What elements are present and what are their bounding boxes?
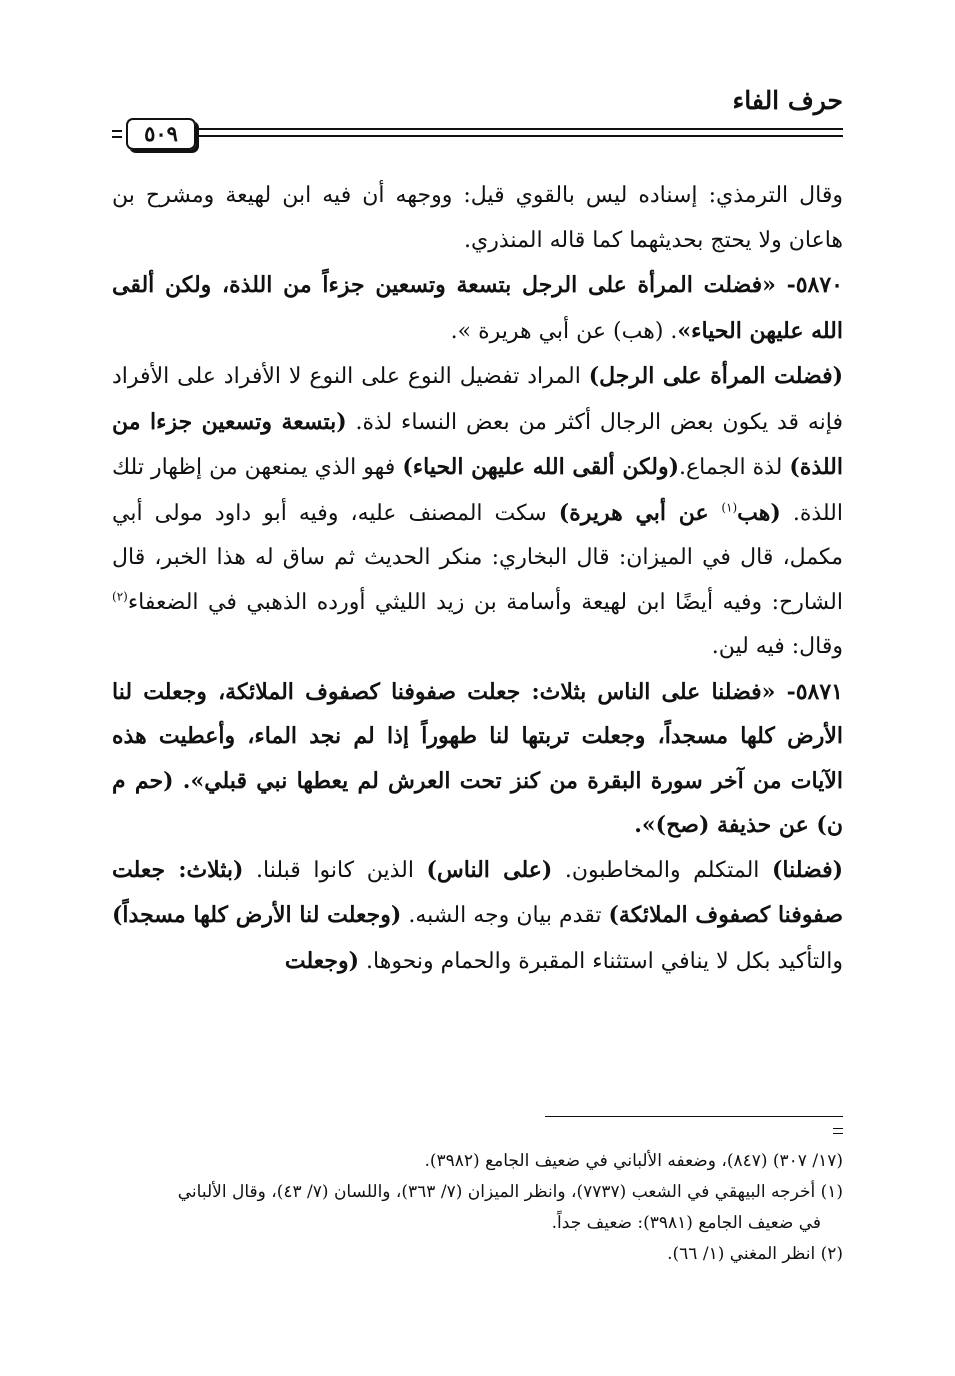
commentary-text: فهو الذي يمنعهن من إظهار تلك اللذة. [112, 455, 843, 526]
commentary-text: المتكلم والمخاطبون. [552, 857, 772, 883]
footnote-separator [545, 1116, 843, 1117]
commentary-text: والتأكيد بكل لا ينافي استثناء المقبرة والحمام ونحوها. [359, 948, 843, 974]
commentary-phrase: (فضلنا) [771, 856, 844, 883]
hadith-5870-text: ٥٨٧٠- «فضلت المرأة على الرجل بتسعة وتسعين جزءاً من اللذة، ولكن ألقى الله عليهن الحياء» [112, 272, 843, 344]
commentary-5870 [112, 354, 843, 670]
commentary-text: لذة الجماع. [679, 455, 790, 480]
paragraph-tirmidhi: وقال الترمذي: إسناده ليس بالقوي قيل: ووجهه أن فيه ابن لهيعة ومشرح بن هاعان ولا يحتج بحديثهما كما قاله المنذري. [112, 183, 843, 253]
commentary-phrase: (هب [737, 499, 781, 526]
commentary-phrase: (بثلاث: جعلت صفوفنا كصفوف الملائكة) [112, 856, 843, 928]
commentary-phrase: (ولكن ألقى الله عليهن الحياء) [402, 454, 679, 480]
footnote-2: (٢) انظر المغني (١/ ٦٦). [667, 1244, 843, 1264]
commentary-phrase: (وجعلت لنا الأرض كلها مسجداً) [112, 902, 402, 928]
commentary-text: تقدم بيان وجه الشبه. [401, 903, 609, 928]
footnote-continuation-mark [833, 1128, 843, 1134]
header-rule-mark [112, 130, 122, 138]
header-double-line [198, 128, 843, 137]
footnote-marker: (٢) [112, 589, 128, 604]
footnote-continuation: (١٧/ ٣٠٧) (٨٤٧)، وضعفه الألباني في ضعيف الجامع (٣٩٨٢). [424, 1151, 843, 1171]
commentary-phrase: (وجعلت [284, 947, 360, 974]
commentary-phrase: (على الناس) [426, 856, 553, 883]
commentary-phrase: (فضلت المرأة على الرجل) [588, 363, 843, 389]
hadith-5870 [112, 263, 843, 354]
commentary-phrase: عن أبي هريرة) [558, 499, 722, 526]
commentary-phrase: (بتسعة وتسعين جزءا من اللذة) [112, 408, 843, 480]
header-rule [112, 118, 843, 148]
commentary-text: الذين كانوا قبلنا. [243, 857, 427, 883]
hadith-5870-reference: . (هب) عن أبي هريرة ». [450, 318, 678, 344]
footnote-1: (١) أخرجه البيهقي في الشعب (٧٧٣٧)، وانظر الميزان (٧/ ٣٦٣)، واللسان (٧/ ٤٣)، وقال الألباني [177, 1182, 843, 1202]
commentary-text: سكت المصنف عليه، وفيه أبو داود مولى أبي مكمل، قال في الميزان: قال البخاري: منكر الحديث ثم ساق له هذا الخبر، قال الشارح: وفيه أيضًا ابن لهيعة وأسامة بن زيد الليثي أورده الذهبي في الضعفاء [112, 500, 843, 615]
footnote-1-continued: في ضعيف الجامع (٣٩٨١): ضعيف جداً. [551, 1213, 821, 1233]
page-number: ٥٠٩ [126, 118, 196, 150]
commentary-text: وقال: فيه لين. [711, 634, 843, 659]
body-text [112, 174, 843, 984]
hadith-5871: ٥٨٧١- «فضلنا على الناس بثلاث: جعلت صفوفنا كصفوف الملائكة، وجعلت لنا الأرض كلها مسجداً، وجعلت تربتها لنا طهوراً إذا لم نجد الماء، وأعطيت هذه الآيات من آخر سورة البقرة من كنز تحت العرش لم يعطها نبي قبلي». (حم م ن) عن حذيفة (صح)». [112, 678, 843, 838]
commentary-text: المراد تفضيل النوع على النوع لا الأفراد على الأفراد فإنه قد يكون بعض الرجال أكثر من بعض النساء لذة. [112, 364, 844, 435]
footnotes [112, 1146, 843, 1270]
running-title: حرف الفاء [732, 86, 843, 115]
commentary-5871 [112, 848, 843, 985]
footnote-marker: (١) [721, 500, 738, 515]
